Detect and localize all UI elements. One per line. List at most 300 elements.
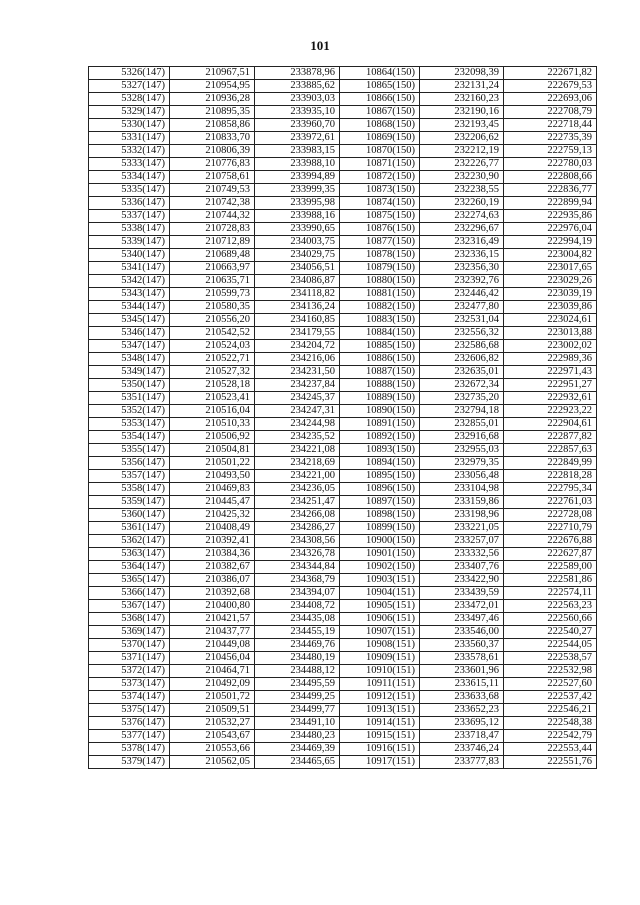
y-coordinate-cell: 233995,98	[255, 197, 340, 210]
table-row	[89, 652, 597, 665]
y-coordinate-cell: 233972,61	[255, 132, 340, 145]
point-id-cell: 10872(150)	[340, 171, 420, 184]
y-coordinate-cell: 234408,72	[255, 600, 340, 613]
y-coordinate-cell: 222551,76	[504, 756, 597, 769]
y-coordinate-cell: 234218,69	[255, 457, 340, 470]
table-row	[89, 470, 597, 483]
y-coordinate-cell: 222546,21	[504, 704, 597, 717]
table-row	[89, 704, 597, 717]
x-coordinate-cell: 232226,77	[420, 158, 504, 171]
x-coordinate-cell: 210492,09	[170, 678, 255, 691]
y-coordinate-cell: 223039,19	[504, 288, 597, 301]
y-coordinate-cell: 222989,36	[504, 353, 597, 366]
point-id-cell: 10901(150)	[340, 548, 420, 561]
point-id-cell: 5369(147)	[89, 626, 170, 639]
y-coordinate-cell: 234491,10	[255, 717, 340, 730]
y-coordinate-cell: 223024,61	[504, 314, 597, 327]
point-id-cell: 5348(147)	[89, 353, 170, 366]
x-coordinate-cell: 210522,71	[170, 353, 255, 366]
point-id-cell: 10893(150)	[340, 444, 420, 457]
table-row	[89, 93, 597, 106]
x-coordinate-cell: 232446,42	[420, 288, 504, 301]
point-id-cell: 5336(147)	[89, 197, 170, 210]
point-id-cell: 5363(147)	[89, 548, 170, 561]
y-coordinate-cell: 234344,84	[255, 561, 340, 574]
y-coordinate-cell: 222548,38	[504, 717, 597, 730]
x-coordinate-cell: 210749,53	[170, 184, 255, 197]
x-coordinate-cell: 210382,67	[170, 561, 255, 574]
point-id-cell: 10906(151)	[340, 613, 420, 626]
y-coordinate-cell: 233988,10	[255, 158, 340, 171]
y-coordinate-cell: 222780,03	[504, 158, 597, 171]
x-coordinate-cell: 233578,61	[420, 652, 504, 665]
table-row	[89, 691, 597, 704]
table-row	[89, 275, 597, 288]
x-coordinate-cell: 210384,36	[170, 548, 255, 561]
x-coordinate-cell: 232392,76	[420, 275, 504, 288]
y-coordinate-cell: 222735,39	[504, 132, 597, 145]
table-row	[89, 743, 597, 756]
x-coordinate-cell: 210728,83	[170, 223, 255, 236]
y-coordinate-cell: 223017,65	[504, 262, 597, 275]
x-coordinate-cell: 233472,01	[420, 600, 504, 613]
x-coordinate-cell: 210758,61	[170, 171, 255, 184]
y-coordinate-cell: 234236,05	[255, 483, 340, 496]
table-row	[89, 730, 597, 743]
y-coordinate-cell: 234495,59	[255, 678, 340, 691]
y-coordinate-cell: 234235,52	[255, 431, 340, 444]
point-id-cell: 10879(150)	[340, 262, 420, 275]
table-row	[89, 626, 597, 639]
x-coordinate-cell: 232531,04	[420, 314, 504, 327]
y-coordinate-cell: 222808,66	[504, 171, 597, 184]
x-coordinate-cell: 210936,28	[170, 93, 255, 106]
x-coordinate-cell: 210506,92	[170, 431, 255, 444]
y-coordinate-cell: 234245,37	[255, 392, 340, 405]
y-coordinate-cell: 222849,99	[504, 457, 597, 470]
table-row	[89, 145, 597, 158]
x-coordinate-cell: 210580,35	[170, 301, 255, 314]
point-id-cell: 5364(147)	[89, 561, 170, 574]
y-coordinate-cell: 222951,27	[504, 379, 597, 392]
x-coordinate-cell: 210562,05	[170, 756, 255, 769]
y-coordinate-cell: 234394,07	[255, 587, 340, 600]
x-coordinate-cell: 232274,63	[420, 210, 504, 223]
table-row	[89, 327, 597, 340]
point-id-cell: 5372(147)	[89, 665, 170, 678]
y-coordinate-cell: 234086,87	[255, 275, 340, 288]
x-coordinate-cell: 232098,39	[420, 67, 504, 80]
x-coordinate-cell: 210421,57	[170, 613, 255, 626]
y-coordinate-cell: 234499,25	[255, 691, 340, 704]
point-id-cell: 5341(147)	[89, 262, 170, 275]
coordinates-table-body	[89, 67, 597, 769]
y-coordinate-cell: 234286,27	[255, 522, 340, 535]
x-coordinate-cell: 232206,62	[420, 132, 504, 145]
point-id-cell: 5379(147)	[89, 756, 170, 769]
point-id-cell: 5349(147)	[89, 366, 170, 379]
x-coordinate-cell: 210553,66	[170, 743, 255, 756]
y-coordinate-cell: 222877,82	[504, 431, 597, 444]
x-coordinate-cell: 210449,08	[170, 639, 255, 652]
y-coordinate-cell: 234237,84	[255, 379, 340, 392]
x-coordinate-cell: 210504,81	[170, 444, 255, 457]
x-coordinate-cell: 232336,15	[420, 249, 504, 262]
x-coordinate-cell: 233439,59	[420, 587, 504, 600]
table-row	[89, 717, 597, 730]
y-coordinate-cell: 222718,44	[504, 119, 597, 132]
point-id-cell: 5376(147)	[89, 717, 170, 730]
y-coordinate-cell: 234480,19	[255, 652, 340, 665]
point-id-cell: 5351(147)	[89, 392, 170, 405]
point-id-cell: 10910(151)	[340, 665, 420, 678]
point-id-cell: 10908(151)	[340, 639, 420, 652]
x-coordinate-cell: 210386,07	[170, 574, 255, 587]
x-coordinate-cell: 210542,52	[170, 327, 255, 340]
point-id-cell: 10878(150)	[340, 249, 420, 262]
table-row	[89, 639, 597, 652]
y-coordinate-cell: 222560,66	[504, 613, 597, 626]
point-id-cell: 5358(147)	[89, 483, 170, 496]
x-coordinate-cell: 233198,96	[420, 509, 504, 522]
table-row	[89, 223, 597, 236]
point-id-cell: 10913(151)	[340, 704, 420, 717]
y-coordinate-cell: 234003,75	[255, 236, 340, 249]
point-id-cell: 5338(147)	[89, 223, 170, 236]
point-id-cell: 10877(150)	[340, 236, 420, 249]
x-coordinate-cell: 233546,00	[420, 626, 504, 639]
y-coordinate-cell: 223013,88	[504, 327, 597, 340]
point-id-cell: 10904(151)	[340, 587, 420, 600]
point-id-cell: 10864(150)	[340, 67, 420, 80]
y-coordinate-cell: 223004,82	[504, 249, 597, 262]
x-coordinate-cell: 232586,68	[420, 340, 504, 353]
point-id-cell: 5345(147)	[89, 314, 170, 327]
y-coordinate-cell: 222935,86	[504, 210, 597, 223]
x-coordinate-cell: 233615,11	[420, 678, 504, 691]
coordinates-table	[88, 66, 597, 769]
x-coordinate-cell: 210509,51	[170, 704, 255, 717]
x-coordinate-cell: 233422,90	[420, 574, 504, 587]
y-coordinate-cell: 234221,08	[255, 444, 340, 457]
point-id-cell: 5362(147)	[89, 535, 170, 548]
point-id-cell: 10909(151)	[340, 652, 420, 665]
point-id-cell: 5330(147)	[89, 119, 170, 132]
y-coordinate-cell: 222540,27	[504, 626, 597, 639]
table-row	[89, 340, 597, 353]
point-id-cell: 10886(150)	[340, 353, 420, 366]
table-row	[89, 288, 597, 301]
point-id-cell: 5354(147)	[89, 431, 170, 444]
x-coordinate-cell: 232672,34	[420, 379, 504, 392]
x-coordinate-cell: 210532,27	[170, 717, 255, 730]
y-coordinate-cell: 234056,51	[255, 262, 340, 275]
point-id-cell: 10914(151)	[340, 717, 420, 730]
point-id-cell: 10880(150)	[340, 275, 420, 288]
y-coordinate-cell: 222923,22	[504, 405, 597, 418]
point-id-cell: 10900(150)	[340, 535, 420, 548]
x-coordinate-cell: 210556,20	[170, 314, 255, 327]
x-coordinate-cell: 210456,04	[170, 652, 255, 665]
point-id-cell: 10866(150)	[340, 93, 420, 106]
point-id-cell: 10902(150)	[340, 561, 420, 574]
table-row	[89, 418, 597, 431]
y-coordinate-cell: 233935,10	[255, 106, 340, 119]
y-coordinate-cell: 223039,86	[504, 301, 597, 314]
table-row	[89, 262, 597, 275]
y-coordinate-cell: 222708,79	[504, 106, 597, 119]
y-coordinate-cell: 222671,82	[504, 67, 597, 80]
point-id-cell: 5365(147)	[89, 574, 170, 587]
point-id-cell: 5368(147)	[89, 613, 170, 626]
x-coordinate-cell: 232477,80	[420, 301, 504, 314]
y-coordinate-cell: 234118,82	[255, 288, 340, 301]
table-row	[89, 522, 597, 535]
x-coordinate-cell: 210425,32	[170, 509, 255, 522]
x-coordinate-cell: 210501,22	[170, 457, 255, 470]
x-coordinate-cell: 210392,68	[170, 587, 255, 600]
point-id-cell: 10881(150)	[340, 288, 420, 301]
y-coordinate-cell: 222553,44	[504, 743, 597, 756]
y-coordinate-cell: 234465,65	[255, 756, 340, 769]
y-coordinate-cell: 222932,61	[504, 392, 597, 405]
y-coordinate-cell: 222795,34	[504, 483, 597, 496]
y-coordinate-cell: 222759,13	[504, 145, 597, 158]
x-coordinate-cell: 210527,32	[170, 366, 255, 379]
x-coordinate-cell: 210501,72	[170, 691, 255, 704]
x-coordinate-cell: 232979,35	[420, 457, 504, 470]
x-coordinate-cell: 233056,48	[420, 470, 504, 483]
point-id-cell: 10894(150)	[340, 457, 420, 470]
y-coordinate-cell: 234488,12	[255, 665, 340, 678]
table-row	[89, 132, 597, 145]
x-coordinate-cell: 210806,39	[170, 145, 255, 158]
point-id-cell: 10887(150)	[340, 366, 420, 379]
y-coordinate-cell: 234160,85	[255, 314, 340, 327]
point-id-cell: 5371(147)	[89, 652, 170, 665]
table-row	[89, 496, 597, 509]
y-coordinate-cell: 222574,11	[504, 587, 597, 600]
x-coordinate-cell: 232316,49	[420, 236, 504, 249]
x-coordinate-cell: 233695,12	[420, 717, 504, 730]
point-id-cell: 10869(150)	[340, 132, 420, 145]
table-row	[89, 574, 597, 587]
x-coordinate-cell: 210635,71	[170, 275, 255, 288]
table-row	[89, 249, 597, 262]
x-coordinate-cell: 233777,83	[420, 756, 504, 769]
y-coordinate-cell: 223002,02	[504, 340, 597, 353]
x-coordinate-cell: 210689,48	[170, 249, 255, 262]
y-coordinate-cell: 222542,79	[504, 730, 597, 743]
point-id-cell: 10895(150)	[340, 470, 420, 483]
x-coordinate-cell: 210599,73	[170, 288, 255, 301]
point-id-cell: 10903(151)	[340, 574, 420, 587]
table-row	[89, 197, 597, 210]
y-coordinate-cell: 222563,23	[504, 600, 597, 613]
point-id-cell: 5353(147)	[89, 418, 170, 431]
point-id-cell: 10885(150)	[340, 340, 420, 353]
point-id-cell: 5366(147)	[89, 587, 170, 600]
point-id-cell: 5342(147)	[89, 275, 170, 288]
y-coordinate-cell: 223029,26	[504, 275, 597, 288]
point-id-cell: 5375(147)	[89, 704, 170, 717]
point-id-cell: 10884(150)	[340, 327, 420, 340]
y-coordinate-cell: 233903,03	[255, 93, 340, 106]
point-id-cell: 5377(147)	[89, 730, 170, 743]
y-coordinate-cell: 234247,31	[255, 405, 340, 418]
y-coordinate-cell: 222538,57	[504, 652, 597, 665]
x-coordinate-cell: 210445,47	[170, 496, 255, 509]
y-coordinate-cell: 233994,89	[255, 171, 340, 184]
x-coordinate-cell: 232916,68	[420, 431, 504, 444]
point-id-cell: 10915(151)	[340, 730, 420, 743]
point-id-cell: 5361(147)	[89, 522, 170, 535]
y-coordinate-cell: 234231,50	[255, 366, 340, 379]
y-coordinate-cell: 222971,43	[504, 366, 597, 379]
y-coordinate-cell: 233990,65	[255, 223, 340, 236]
point-id-cell: 5378(147)	[89, 743, 170, 756]
point-id-cell: 10883(150)	[340, 314, 420, 327]
y-coordinate-cell: 222589,00	[504, 561, 597, 574]
y-coordinate-cell: 234266,08	[255, 509, 340, 522]
point-id-cell: 10867(150)	[340, 106, 420, 119]
table-row	[89, 171, 597, 184]
y-coordinate-cell: 222857,63	[504, 444, 597, 457]
x-coordinate-cell: 210408,49	[170, 522, 255, 535]
x-coordinate-cell: 233652,23	[420, 704, 504, 717]
point-id-cell: 5352(147)	[89, 405, 170, 418]
point-id-cell: 10890(150)	[340, 405, 420, 418]
point-id-cell: 10899(150)	[340, 522, 420, 535]
y-coordinate-cell: 234455,19	[255, 626, 340, 639]
point-id-cell: 5355(147)	[89, 444, 170, 457]
x-coordinate-cell: 210858,86	[170, 119, 255, 132]
point-id-cell: 5333(147)	[89, 158, 170, 171]
point-id-cell: 5343(147)	[89, 288, 170, 301]
point-id-cell: 5347(147)	[89, 340, 170, 353]
point-id-cell: 5334(147)	[89, 171, 170, 184]
point-id-cell: 5357(147)	[89, 470, 170, 483]
y-coordinate-cell: 222976,04	[504, 223, 597, 236]
point-id-cell: 5327(147)	[89, 80, 170, 93]
table-row	[89, 587, 597, 600]
y-coordinate-cell: 234469,39	[255, 743, 340, 756]
page-number: 101	[310, 38, 330, 53]
table-row	[89, 184, 597, 197]
x-coordinate-cell: 232160,23	[420, 93, 504, 106]
table-row	[89, 600, 597, 613]
y-coordinate-cell: 233988,16	[255, 210, 340, 223]
y-coordinate-cell: 234499,77	[255, 704, 340, 717]
point-id-cell: 10917(151)	[340, 756, 420, 769]
y-coordinate-cell: 222693,06	[504, 93, 597, 106]
point-id-cell: 5337(147)	[89, 210, 170, 223]
table-row	[89, 67, 597, 80]
table-row	[89, 301, 597, 314]
x-coordinate-cell: 233407,76	[420, 561, 504, 574]
x-coordinate-cell: 233746,24	[420, 743, 504, 756]
point-id-cell: 5331(147)	[89, 132, 170, 145]
table-row	[89, 119, 597, 132]
point-id-cell: 10868(150)	[340, 119, 420, 132]
x-coordinate-cell: 232296,67	[420, 223, 504, 236]
x-coordinate-cell: 210833,70	[170, 132, 255, 145]
point-id-cell: 10898(150)	[340, 509, 420, 522]
point-id-cell: 5339(147)	[89, 236, 170, 249]
y-coordinate-cell: 222904,61	[504, 418, 597, 431]
x-coordinate-cell: 210469,83	[170, 483, 255, 496]
y-coordinate-cell: 233885,62	[255, 80, 340, 93]
y-coordinate-cell: 222679,53	[504, 80, 597, 93]
x-coordinate-cell: 210524,03	[170, 340, 255, 353]
y-coordinate-cell: 234221,00	[255, 470, 340, 483]
table-row	[89, 353, 597, 366]
table-row	[89, 444, 597, 457]
point-id-cell: 5360(147)	[89, 509, 170, 522]
y-coordinate-cell: 222710,79	[504, 522, 597, 535]
point-id-cell: 5370(147)	[89, 639, 170, 652]
x-coordinate-cell: 210742,38	[170, 197, 255, 210]
table-row	[89, 106, 597, 119]
x-coordinate-cell: 232955,03	[420, 444, 504, 457]
table-row	[89, 392, 597, 405]
x-coordinate-cell: 233257,07	[420, 535, 504, 548]
table-row	[89, 366, 597, 379]
y-coordinate-cell: 234480,23	[255, 730, 340, 743]
x-coordinate-cell: 210523,41	[170, 392, 255, 405]
point-id-cell: 10891(150)	[340, 418, 420, 431]
x-coordinate-cell: 232131,24	[420, 80, 504, 93]
table-row	[89, 236, 597, 249]
table-row	[89, 665, 597, 678]
y-coordinate-cell: 234308,56	[255, 535, 340, 548]
x-coordinate-cell: 232356,30	[420, 262, 504, 275]
y-coordinate-cell: 234216,06	[255, 353, 340, 366]
table-row	[89, 756, 597, 769]
point-id-cell: 5356(147)	[89, 457, 170, 470]
point-id-cell: 5344(147)	[89, 301, 170, 314]
point-id-cell: 5332(147)	[89, 145, 170, 158]
y-coordinate-cell: 234326,78	[255, 548, 340, 561]
y-coordinate-cell: 222994,19	[504, 236, 597, 249]
x-coordinate-cell: 232212,19	[420, 145, 504, 158]
point-id-cell: 10876(150)	[340, 223, 420, 236]
point-id-cell: 5329(147)	[89, 106, 170, 119]
table-row	[89, 483, 597, 496]
point-id-cell: 5340(147)	[89, 249, 170, 262]
point-id-cell: 10871(150)	[340, 158, 420, 171]
x-coordinate-cell: 233601,96	[420, 665, 504, 678]
table-row	[89, 457, 597, 470]
point-id-cell: 10912(151)	[340, 691, 420, 704]
x-coordinate-cell: 210510,33	[170, 418, 255, 431]
table-row	[89, 535, 597, 548]
x-coordinate-cell: 232606,82	[420, 353, 504, 366]
y-coordinate-cell: 234204,72	[255, 340, 340, 353]
x-coordinate-cell: 232794,18	[420, 405, 504, 418]
point-id-cell: 10870(150)	[340, 145, 420, 158]
point-id-cell: 10916(151)	[340, 743, 420, 756]
x-coordinate-cell: 210392,41	[170, 535, 255, 548]
y-coordinate-cell: 222627,87	[504, 548, 597, 561]
y-coordinate-cell: 234029,75	[255, 249, 340, 262]
x-coordinate-cell: 210954,95	[170, 80, 255, 93]
y-coordinate-cell: 234368,79	[255, 574, 340, 587]
point-id-cell: 10911(151)	[340, 678, 420, 691]
x-coordinate-cell: 210663,97	[170, 262, 255, 275]
y-coordinate-cell: 233960,70	[255, 119, 340, 132]
point-id-cell: 10874(150)	[340, 197, 420, 210]
